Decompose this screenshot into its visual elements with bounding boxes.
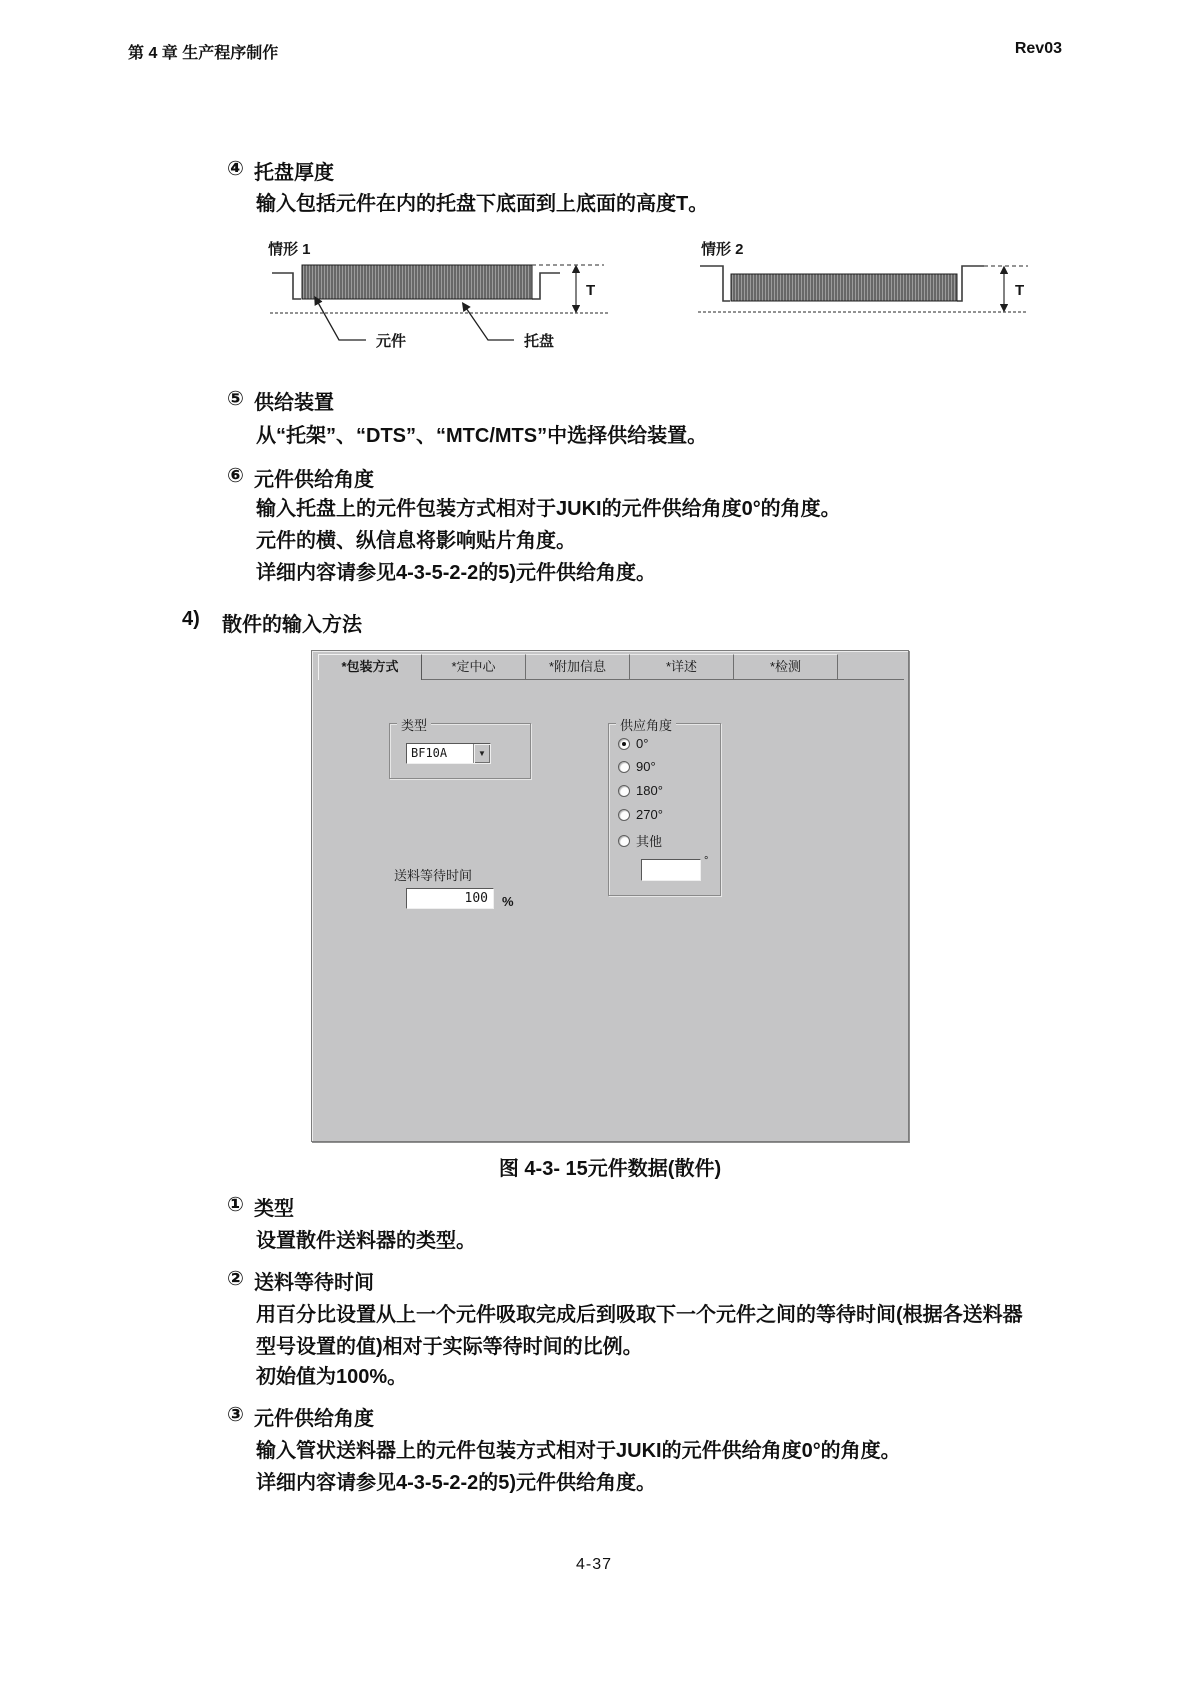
other-angle-degree-symbol: ° <box>704 855 709 867</box>
item6-body-line1: 输入托盘上的元件包装方式相对于JUKI的元件供给角度0°的角度。 <box>256 498 841 520</box>
note3-body-line1: 输入管状送料器上的元件包装方式相对于JUKI的元件供给角度0°的角度。 <box>256 1440 901 1462</box>
radio-angle-270-label: 270° <box>636 807 663 822</box>
radio-button-icon <box>618 785 630 797</box>
radio-button-icon <box>618 835 630 847</box>
figure-case2-label: 情形 2 <box>701 241 744 258</box>
radio-button-icon <box>618 809 630 821</box>
supply-angle-group-label: 供应角度 <box>616 715 676 734</box>
note2-body-line2: 型号设置的值)相对于实际等待时间的比例。 <box>256 1336 643 1358</box>
figure-component-case1 <box>302 265 532 299</box>
tab-packaging[interactable]: *包装方式 <box>318 654 422 680</box>
item6-body-line2: 元件的横、纵信息将影响贴片角度。 <box>256 530 576 552</box>
radio-angle-other-label: 其他 <box>636 834 663 849</box>
radio-angle-180-label: 180° <box>636 783 663 798</box>
dialog-tabstrip <box>318 654 904 680</box>
tab-additional-info[interactable]: *附加信息 <box>526 654 630 679</box>
radio-button-icon <box>618 761 630 773</box>
item4-number: ④ <box>227 158 244 180</box>
item4-title: 托盘厚度 <box>254 162 334 184</box>
radio-angle-270[interactable] <box>618 807 663 822</box>
feed-wait-unit: % <box>502 894 514 909</box>
tray-thickness-figure <box>236 224 1066 354</box>
item5-body: 从“托架”、“DTS”、“MTC/MTS”中选择供给装置。 <box>256 425 708 447</box>
tab-centering[interactable]: *定中心 <box>422 654 526 679</box>
note2-body-line3: 初始值为100%。 <box>256 1366 408 1388</box>
radio-angle-90[interactable] <box>618 759 656 774</box>
item5-title: 供给装置 <box>254 392 334 414</box>
radio-button-icon <box>618 738 630 750</box>
item6-title: 元件供给角度 <box>254 469 374 491</box>
t-dimension-label-case1: T <box>586 282 596 299</box>
subsection-title: 散件的输入方法 <box>222 614 362 636</box>
item5-number: ⑤ <box>227 388 244 410</box>
tab-description[interactable]: *详述 <box>630 654 734 679</box>
subsection-number: 4) <box>182 608 200 630</box>
radio-angle-90-label: 90° <box>636 759 656 774</box>
radio-angle-180[interactable] <box>618 783 663 798</box>
feed-wait-input[interactable] <box>406 888 494 909</box>
note3-title: 元件供给角度 <box>254 1408 374 1430</box>
note3-body-line2: 详细内容请参见4-3-5-2-2的5)元件供给角度。 <box>256 1472 657 1494</box>
figure-case1-label: 情形 1 <box>268 241 311 258</box>
type-group-label: 类型 <box>397 715 431 734</box>
t-dimension-label-case2: T <box>1015 282 1025 299</box>
note1-title: 类型 <box>254 1198 294 1220</box>
item6-body-line3: 详细内容请参见4-3-5-2-2的5)元件供给角度。 <box>256 562 657 584</box>
feed-wait-label: 送料等待时间 <box>394 868 473 883</box>
note1-number: ① <box>227 1194 244 1216</box>
type-combobox[interactable] <box>406 743 491 764</box>
tray-callout-label: 托盘 <box>524 333 555 350</box>
figure-caption: 图 4-3- 15元件数据(散件) <box>498 1158 722 1180</box>
item4-body: 输入包括元件在内的托盘下底面到上底面的高度T。 <box>256 193 709 215</box>
radio-angle-0[interactable] <box>618 736 648 751</box>
header-revision: Rev03 <box>1014 40 1062 57</box>
component-callout-label: 元件 <box>376 333 407 350</box>
note2-title: 送料等待时间 <box>254 1272 374 1294</box>
type-combobox-value: BF10A <box>411 746 448 760</box>
other-angle-input[interactable] <box>641 859 701 881</box>
figure-component-case2 <box>731 274 957 301</box>
header-chapter: 第 4 章 生产程序制作 <box>128 45 279 62</box>
note3-number: ③ <box>227 1404 244 1426</box>
chevron-down-icon: ▼ <box>478 749 486 758</box>
tab-inspection[interactable]: *检测 <box>734 654 838 679</box>
combobox-dropdown-button[interactable] <box>473 744 490 763</box>
component-data-dialog <box>311 650 909 1142</box>
note2-body-line1: 用百分比设置从上一个元件吸取完成后到吸取下一个元件之间的等待时间(根据各送料器 <box>256 1304 1023 1326</box>
note2-number: ② <box>227 1268 244 1290</box>
radio-angle-0-label: 0° <box>636 736 649 751</box>
radio-angle-other[interactable] <box>618 831 662 850</box>
item6-number: ⑥ <box>227 465 244 487</box>
page-number: 4-37 <box>575 1556 613 1573</box>
note1-body: 设置散件送料器的类型。 <box>256 1230 476 1252</box>
